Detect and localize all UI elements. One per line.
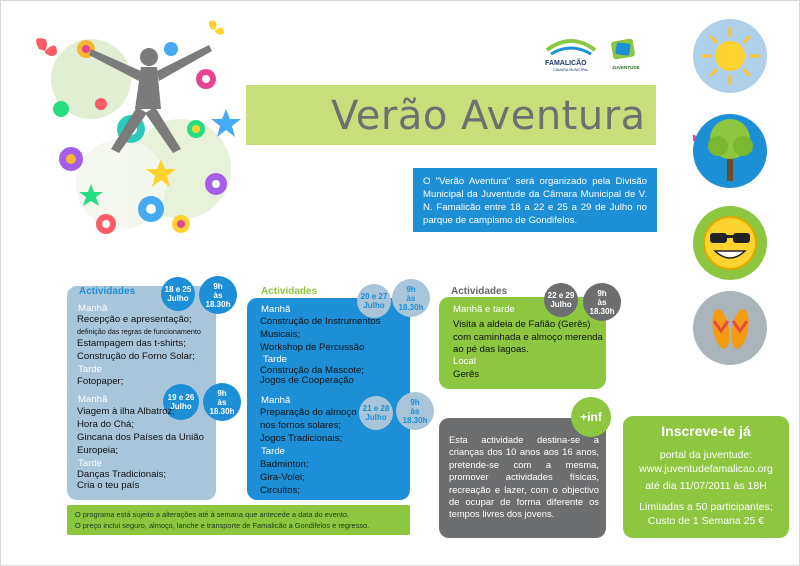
week1-manha-item: Construção do Forno Solar;	[77, 351, 195, 362]
week3-local-label: Local	[453, 356, 476, 367]
week1-time2-badge: 9h às 18.30h	[203, 383, 241, 421]
week2-tarde-item: Construção da Mascote;	[260, 365, 364, 376]
tree-icon	[693, 111, 767, 191]
floral-jumper-illustration	[31, 9, 251, 254]
week2-tarde-label: Tarde	[263, 354, 287, 365]
intro-text: O "Verão Aventura" será organizado pela Divisão Municipal da Juventude da Câmara Municipal de V. N. Famalicão entre 18 a 22 e 25 a 29 de Julho no parque de campismo de Gondifelos.	[413, 168, 657, 232]
week1-tarde-item: Fotopaper;	[77, 376, 124, 387]
famalicao-logo-text: FAMALICÃO	[545, 60, 587, 67]
signup-deadline: até dia 11/07/2011 às 18H	[645, 480, 767, 492]
week2-manha2-label: Manhã	[261, 395, 291, 406]
week1-manha-item: Estampagem das t-shirts;	[77, 338, 186, 349]
week3-date-badge: 22 e 29 Julho	[544, 283, 578, 317]
famalicao-logo-sub: CÂMARA MUNICIPAL	[553, 68, 589, 72]
week2-manha-item: Construção de Instrumentos Musicais;	[260, 316, 381, 340]
week2-date1-badge: 20 e 27 Julho	[357, 284, 391, 318]
signup-limit: Limitadas a 50 participantes;	[639, 501, 773, 513]
sunglasses-smiley-icon	[693, 206, 767, 280]
footer-note	[67, 505, 410, 535]
week1-manha2-item: Hora do Chá;	[77, 419, 135, 430]
week1-manha2-label: Manhã	[78, 394, 108, 405]
week2-time1-badge: 9h às 18.30h	[392, 279, 430, 317]
week2-tarde2-item: Badminton;	[260, 459, 309, 470]
week3-local-value: Gerês	[453, 369, 480, 380]
more-info-badge: +inf	[571, 397, 611, 437]
week2-manha2-item: Preparação do almoço nos fornos solares;	[260, 407, 357, 431]
week1-tarde2-item: Cria o teu país	[77, 480, 140, 491]
week1-date1-badge: 18 e 25 Julho	[161, 277, 195, 311]
week1-manha2-item: Viagem à ilha Albatroz;	[77, 406, 175, 417]
week2-heading: Actividades	[261, 286, 318, 297]
week1-time1-badge: 9h às 18.30h	[199, 276, 237, 314]
footer-note-line1: O programa está sujeito a alterações até à semana que antecede a data do evento.	[75, 510, 350, 519]
signup-cost: Custo de 1 Semana 25 €	[647, 515, 765, 527]
week1-tarde2-label: Tarde	[78, 458, 102, 469]
juventude-logo-icon	[609, 37, 639, 63]
week1-manha-item: Recepção e apresentação;	[77, 314, 192, 325]
signup-title: Inscreve-te já	[661, 423, 751, 439]
week3-heading: Actividades	[451, 286, 508, 297]
week1-manha2-item: Gincana dos Países da União Europeia;	[77, 432, 204, 456]
sun-icon	[693, 19, 767, 93]
sandals-icon	[693, 291, 767, 365]
week2-date2-badge: 21 e 28 Julho	[359, 396, 393, 430]
week1-manha-label: Manhã	[78, 303, 108, 314]
week1-tarde2-item: Danças Tradicionais;	[77, 469, 167, 480]
signup-line1: portal da juventude:	[659, 449, 753, 461]
week3-time-badge: 9h às 18.30h	[583, 283, 621, 321]
signup-website-link[interactable]: www.juventudefamalicao.org	[639, 463, 773, 475]
week1-date2-badge: 19 e 26 Julho	[163, 384, 199, 420]
info-text: Esta actividade destina-se a crianças dos 10 anos aos 16 anos, pretende-se com a mesma, promover actividades físicas, recreação e lazer, com o objectivo de ocupar de forma diferente os tempos livres dos jovens.	[449, 434, 599, 520]
week2-tarde2-label: Tarde	[261, 446, 285, 457]
footer-note-line2: O preço inclui seguro, almoço, lanche e transporte de Famalicão a Gondifelos e regresso.	[75, 521, 370, 530]
week3-label: Manhã e tarde	[453, 304, 515, 315]
week1-tarde-label: Tarde	[78, 364, 102, 375]
week1-heading: Actividades	[79, 286, 136, 297]
juventude-logo-text: JUVENTUDE	[612, 65, 640, 70]
week2-manha-item: Workshop de Percussão	[260, 342, 365, 353]
week2-manha-label: Manhã	[261, 304, 291, 315]
week2-tarde-item: Jogos de Cooperação	[260, 375, 354, 386]
week2-time2-badge: 9h às 18.30h	[396, 392, 434, 430]
week1-manha-small: definição das regras de funcionamento	[77, 327, 201, 336]
page-title: Verão Aventura	[331, 93, 646, 139]
week3-text: Visita a aldeia de Fafião (Gerês) com caminhada e almoço merenda ao pé das lagoas.	[453, 319, 603, 355]
week2-manha2-item: Jogos Tradicionais;	[260, 433, 343, 444]
week2-tarde2-item: Gira-Volei;	[260, 472, 305, 483]
week2-tarde2-item: Circuitos;	[260, 485, 300, 496]
